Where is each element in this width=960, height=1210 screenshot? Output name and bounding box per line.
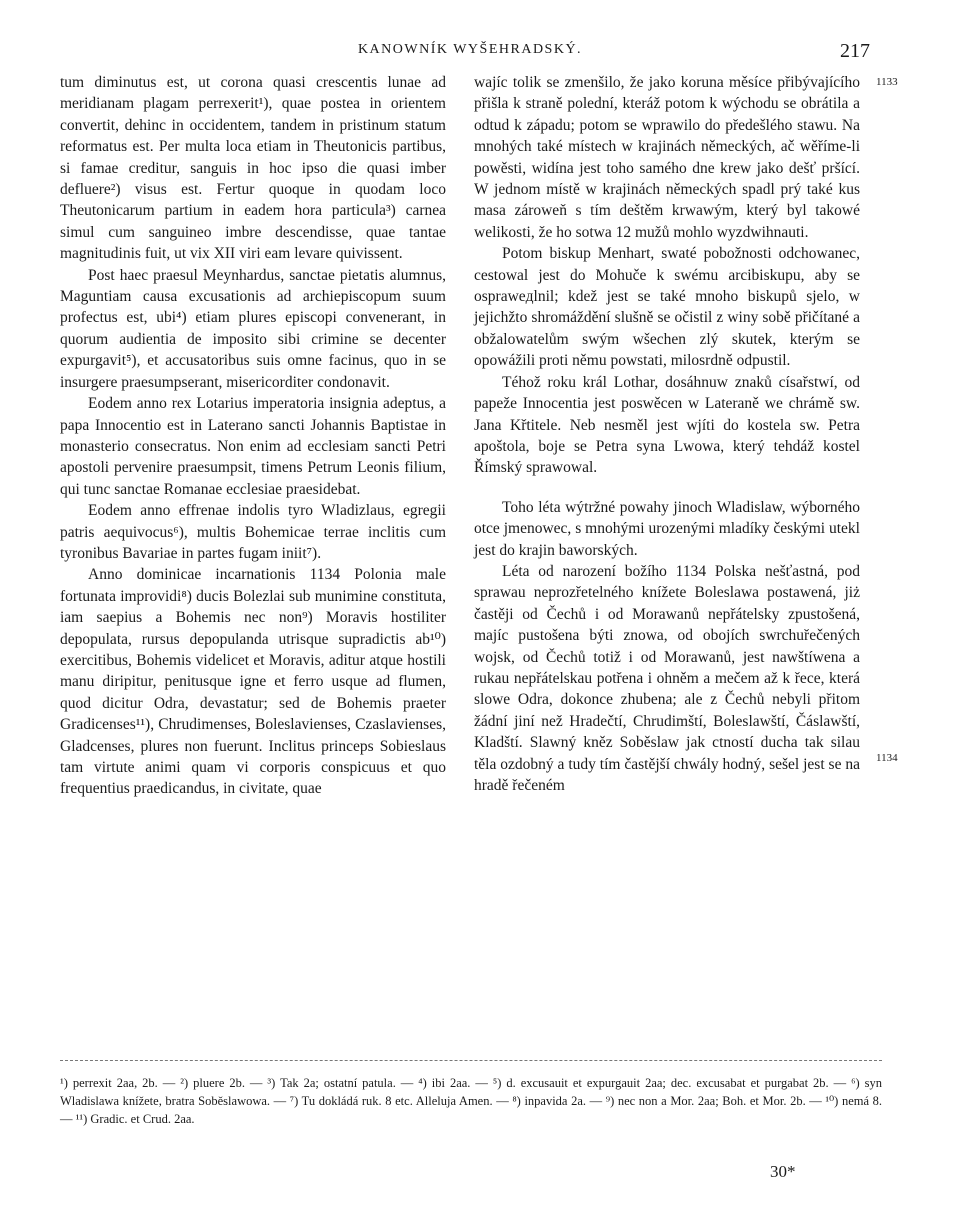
page-header — [60, 40, 880, 66]
page-number: 217 — [840, 40, 870, 62]
czech-paragraph: Téhož roku král Lothar, dosáhnuw znaků císařstwí, od papeže Innocentia jest poswěcen w Lateraně we chrámě sw. Jana Křtitele. Neb nesměl jest wjíti do kostela sw. Petra apoštola, boje se Petra syna Lwowa, který tehdáž kostel Římský sprawowal. — [474, 373, 860, 477]
czech-paragraph: Toho léta wýtržné powahy jinoch Wladislaw, wýborného otce jmenowec, s mnohými urozenými mladíky českými utekl jest do krajin baworských. — [474, 498, 860, 559]
latin-paragraph: tum diminutus est, ut corona quasi crescentis lunae ad meridianam plagam perrexerit¹), quae postea in orientem convertit, dehinc in occidentem, tandem in pristinum statum reformatus est. Per multa loca etiam in Theutonicis partibus, si famae creditur, sanguis in hoc ipso die quasi imber defluere²) visus est. Fertur quoque in quodam loco Theutonicarum partium in eadem hora particula³) carnea simul cum sanguineo imbre descendisse, quae tantae magnitudinis fuit, ut vix XII viri eam levare quivissent. — [60, 74, 446, 263]
czech-paragraph: Potom biskup Menhart, swaté pobožnosti odchowanec, cestowal jest do Mohuče k swému arcibiskupu, aby se ospraweдlnil; kdež jest se také mnoho biskupů sjelo, w jejichžto shromáždění slušně se očistil z winy sobě přičítané a obžalowatelům swým wšechen zlý skutek, kterým se opowážili proti němu powstati, milosrdně odpustil. — [474, 245, 860, 370]
latin-column — [60, 72, 446, 800]
czech-column — [474, 72, 860, 796]
footnote-divider — [60, 1060, 882, 1061]
margin-year-1133: 1133 — [876, 76, 898, 88]
latin-paragraph: Post haec praesul Meynhardus, sanctae pietatis alumnus, Maguntiam causa excusationis ad archiepiscopum suum profectus est, ubi⁴) etiam plures episcopi convenerant, in quorum audientia de imposito sibi crimine se decenter expurgavit⁵), et accusatoribus suis omne facinus, quo in se insurgere praesumpserant, misericorditer condonavit. — [60, 266, 446, 391]
latin-paragraph: Anno dominicae incarnationis 1134 Polonia male fortunata improvidi⁸) ducis Bolezlai sub munimine constituta, iam saepius a Bohemis nec non⁹) Moravis hostiliter depopulata, rursus depopulanda utrisque supradictis ab¹⁰) exercitibus, Bohemis videlicet et Moravis, aditur atque hostili manu diripitur, penitusque igne et ferro usque ad flumen, quod dicitur Odra, devastatur; sed de Bohemis praeter Gradicenses¹¹), Chrudimenses, Boleslavienses, Czaslavienses, Gladcenses, plures non fuerunt. Inclitus princeps Sobieslaus tam virtute animi quam vi corporis conspicuus et quo frequentius praedicandus, in civitate, quae — [60, 566, 446, 798]
signature-mark: 30* — [770, 1162, 796, 1181]
latin-paragraph: Eodem anno rex Lotarius imperatoria insignia adeptus, a papa Innocentio est in Laterano sancti Johannis Baptistae in monasterio consecratus. Non enim ad ecclesiam sancti Petri apostoli pervenire praesumpsit, timens Petrum Leonis filium, qui tunc sanctae Romanae ecclesiae praesidebat. — [60, 395, 446, 498]
czech-paragraph: Léta od narození božího 1134 Polska nešťastná, pod sprawau neprozřetelného knížete Boleslawa postawená, jiż častěji od Čechů i od Morawanů nepřátelsky zpustošená, majíc pustošena býti znowa, od obojích swrchuřečených wojsk, od Čechů totiž i od Morawanů, jest nawštíwena a rukau nepřátelskau potřena i ohněm a mečem až k řece, která slowe Odra, dokonce zhubena; ale z Čechů nebyli přitom žádní jiní než Hradečtí, Chrudimští, Boleslawští, Čáslawští, Kladští. Slawný kněz Soběslaw jak ctností ducha tak silau těla ozdobný a tudy tím častější chwály hodný, sešel jest se na hradě řečeném — [474, 562, 860, 794]
running-title: KANOWNÍK WYŠEHRADSKÝ. — [357, 42, 583, 57]
latin-paragraph: Eodem anno effrenae indolis tyro Wladizlaus, egregii patris aequivocus⁶), multis Bohemicae terrae inclitis cum tyronibus Bavariae in partes fugam iniit⁷). — [60, 502, 446, 562]
footnotes: ¹) perrexit 2aa, 2b. — ²) pluere 2b. — ³) Tak 2a; ostatní patula. — ⁴) ibi 2aa. — ⁵) d. excusauit et expurgauit 2aa; dec. excusabat et purgabat 2b. — ⁶) syn Wladislawa knížete, bratra Soběslawowa. — ⁷) Tu dokládá ruk. 8 etc. Alleluja Amen. — ⁸) inpavida 2a. — ⁹) nec non a Mor. 2aa; Boh. et Mor. 2b. — ¹⁰) nemá 8. — ¹¹) Gradic. et Crud. 2aa. — [60, 1076, 882, 1126]
margin-year-1134: 1134 — [876, 752, 898, 764]
czech-paragraph: wajíc tolik se zmenšilo, že jako koruna měsíce přibývajícího přišla k straně polední, kteráž potom k wýchodu se obrátila a odtud k západu; potom se wprawilo do předešlého stawu. Na mnohých také místech w krajinách německých, ač wěříme-li powěsti, widína jest toho samého dne krew jako dešť pršící. W jednom místě w krajinách německých spadl prý také kus masa zároweň s tím deštěm krwawým, který byl takowé welikosti, že ho sotwa 12 mužů mohlo wyzdwihnauti. — [474, 74, 860, 241]
